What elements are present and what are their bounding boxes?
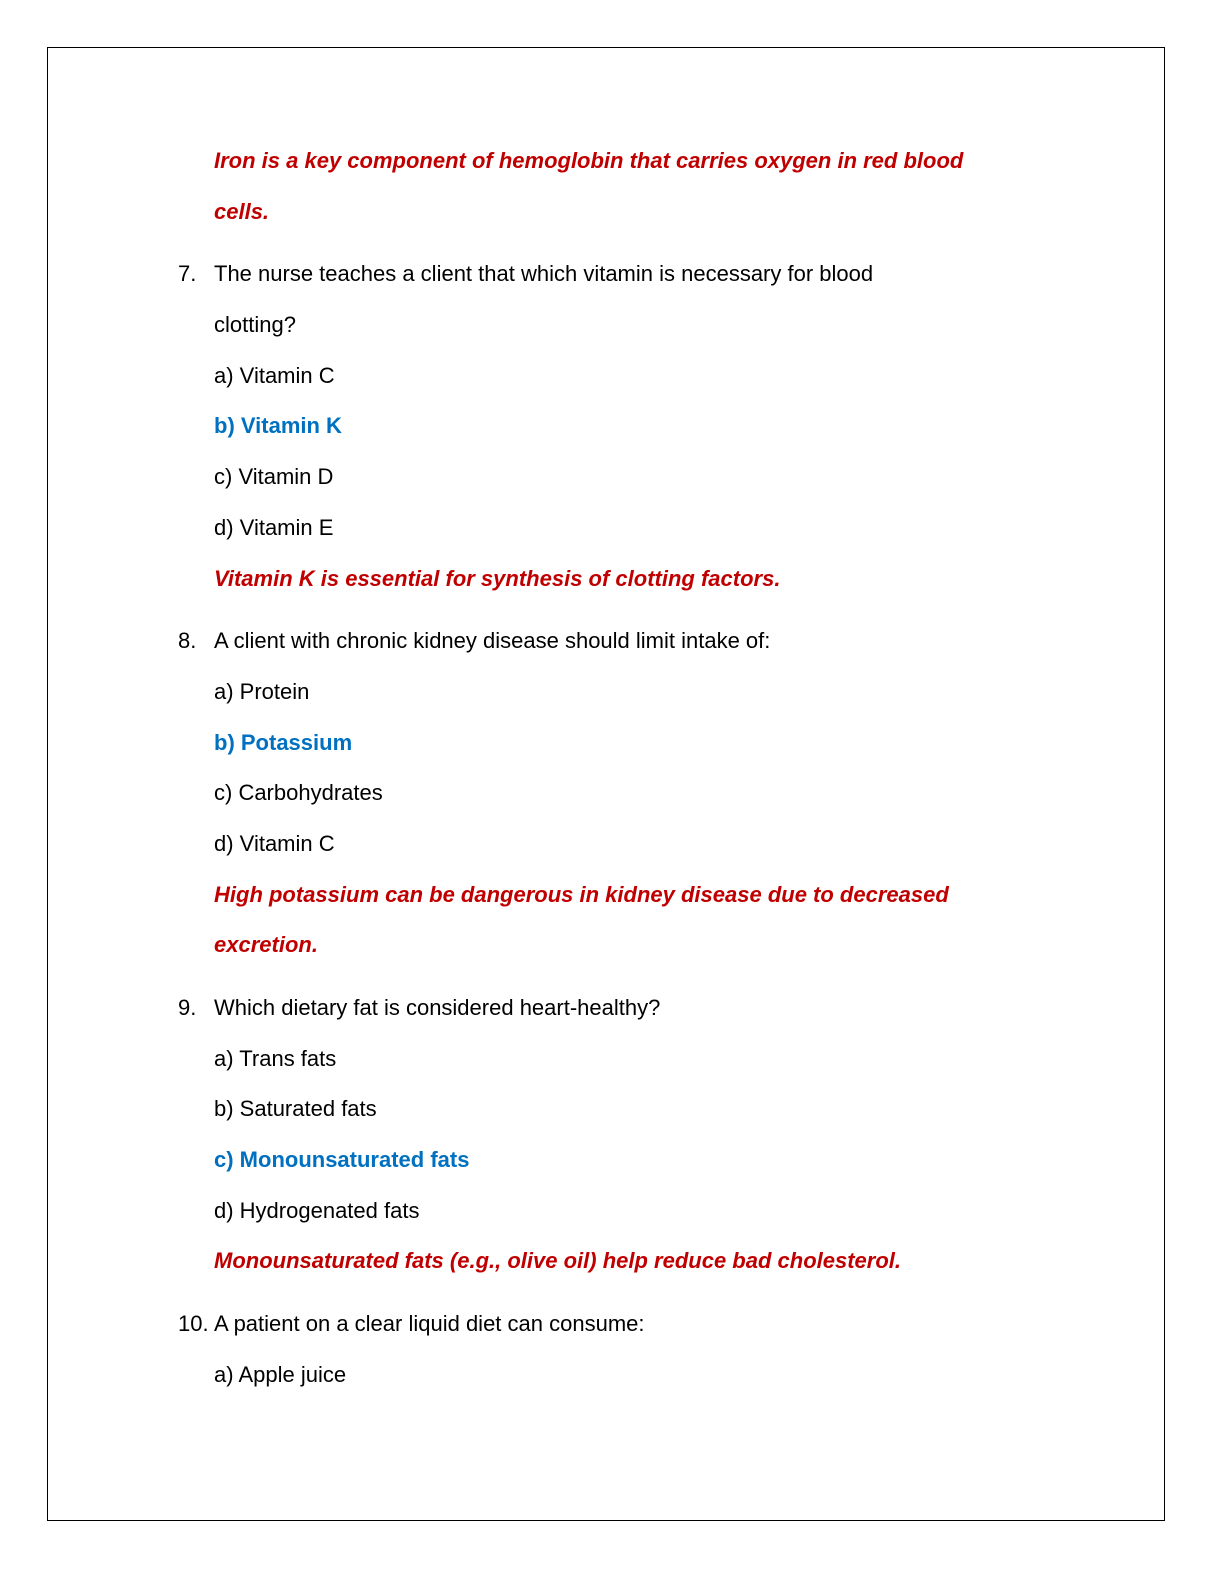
question-text [178,616,1058,667]
question-text [178,249,1058,300]
explanation-line: cells. [214,198,270,224]
correct-option: c) Monounsaturated fats [214,1147,470,1173]
option: a) Protein [214,678,310,704]
question-number: 9. [178,995,197,1020]
correct-option: b) Vitamin K [214,413,342,439]
explanation-line: Iron is a key component of hemoglobin that carries oxygen in red blood [214,148,964,173]
question-number: 8. [178,628,197,654]
option: a) Trans fats [214,1045,337,1071]
option: a) Vitamin C [214,362,335,388]
question-text-line: A client with chronic kidney disease should limit intake of: [214,628,771,654]
option: d) Hydrogenated fats [214,1197,420,1223]
question-text-line: A patient on a clear liquid diet can consume: [214,1311,645,1337]
correct-option: b) Potassium [214,729,353,755]
question-text-line: Which dietary fat is considered heart-healthy? [214,995,661,1020]
question-text-line: clotting? [214,312,296,338]
option: d) Vitamin C [214,830,335,856]
question-number: 7. [178,261,197,287]
explanation-line: excretion. [214,932,318,958]
option: d) Vitamin E [214,514,334,540]
question-text [178,1299,1058,1350]
question-text [178,983,1058,1034]
question-text [178,300,1058,351]
explanation-line: Monounsaturated fats (e.g., olive oil) help reduce bad cholesterol. [214,1248,901,1274]
option: c) Vitamin D [214,464,334,490]
question-text-line: The nurse teaches a client that which vitamin is necessary for blood [214,261,874,287]
document-body [178,136,1058,1401]
option: b) Saturated fats [214,1096,377,1122]
option: c) Carbohydrates [214,780,383,806]
explanation-line: Vitamin K is essential for synthesis of clotting factors. [214,565,781,591]
question-number: 10. [178,1311,209,1337]
option: a) Apple juice [214,1361,347,1387]
explanation-line: High potassium can be dangerous in kidney disease due to decreased [214,881,949,907]
